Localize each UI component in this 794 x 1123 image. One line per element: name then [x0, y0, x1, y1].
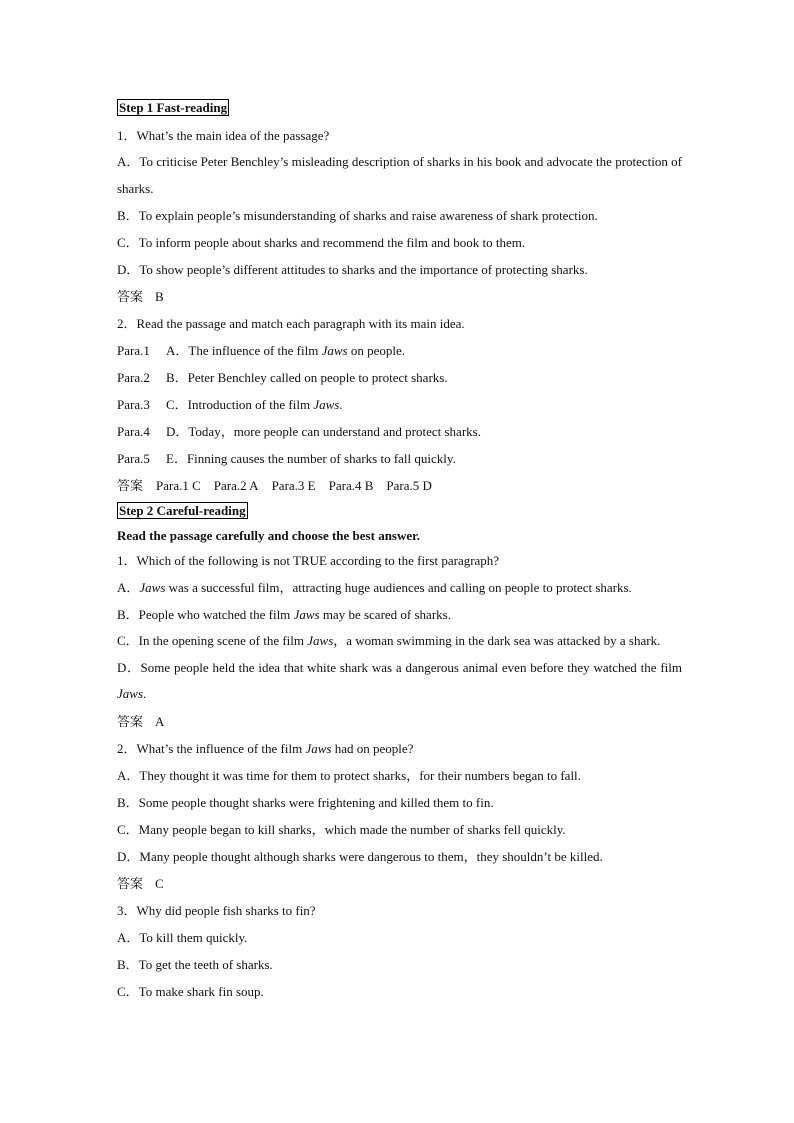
step1-q1-option-b: B．To explain people’s misunderstanding of sharks and raise awareness of shark protection.	[117, 208, 598, 223]
step2-instruction: Read the passage carefully and choose the best answer.	[117, 528, 420, 543]
para-tag: Para.1	[117, 343, 150, 358]
step2-q3-option-b: B．To get the teeth of sharks.	[117, 956, 273, 972]
step2-q1-option-a	[117, 574, 682, 601]
stem-italic: Jaws	[305, 740, 332, 756]
match-item	[117, 337, 682, 364]
answer-value: Para.3 E	[271, 478, 316, 493]
step2-q3-option-c: C．To make shark fin soup.	[117, 983, 264, 999]
stem-text: 2．What’s the influence of the film	[117, 740, 306, 756]
answer-value: Para.2 A	[213, 478, 259, 493]
para-tag: Para.5	[117, 451, 150, 466]
step2-q1-option-d	[117, 655, 682, 708]
step2-q2-option-b: B．Some people thought sharks were frightening and killed them to fin.	[117, 794, 494, 810]
match-text: The influence of the film	[188, 343, 322, 358]
para-tag: Para.2	[117, 370, 150, 385]
step2-q2-option-a: A．They thought it was time for them to protect sharks，for their numbers began to fall.	[117, 767, 581, 783]
answer-value: Para.1 C	[156, 478, 201, 493]
step2-q2-option-c: C．Many people began to kill sharks，which made the number of sharks fell quickly.	[117, 821, 566, 837]
answer-label: 答案	[117, 289, 144, 304]
step1-q1-option-c: C．To inform people about sharks and recommend the film and book to them.	[117, 235, 526, 250]
para-tag: Para.3	[117, 397, 150, 412]
match-text: Peter Benchley called on people to protect sharks.	[187, 370, 448, 385]
step2-q2-stem	[117, 735, 682, 762]
match-italic: Jaws	[313, 397, 340, 412]
step2-q3-stem: 3．Why did people fish sharks to fin?	[117, 902, 316, 918]
option-text: was a successful film，attracting huge audiences and calling on people to protect sharks.	[165, 580, 632, 595]
answer-value: A	[155, 713, 165, 729]
step1-q1-stem: 1．What’s the main idea of the passage?	[117, 128, 330, 143]
step2-heading-row	[117, 499, 682, 525]
step2-heading: Step 2 Careful-reading	[119, 503, 246, 518]
option-text: B．People who watched the film	[117, 607, 294, 622]
match-item	[117, 391, 682, 418]
para-tag: Para.4	[117, 424, 150, 439]
option-text-end: ，a woman swimming in the dark sea was attacked by a shark.	[333, 633, 661, 648]
answer-value: B	[155, 289, 164, 304]
match-text: Today，more people can understand and protect sharks.	[188, 424, 481, 439]
step1-q1-answer	[117, 283, 682, 310]
step2-q1-stem: 1．Which of the following is not TRUE according to the first paragraph?	[117, 553, 500, 568]
answer-value: C	[155, 875, 164, 891]
stem-text-end: had on people?	[331, 740, 414, 756]
step1-q2-items	[117, 337, 682, 472]
document-page	[117, 96, 682, 1005]
step2-q3-option-a: A．To kill them quickly.	[117, 929, 248, 945]
match-text-end: .	[339, 397, 343, 412]
step2-q2-answer	[117, 870, 682, 897]
match-letter: D．	[166, 424, 189, 439]
option-letter: A．	[117, 580, 140, 595]
match-text: Finning causes the number of sharks to fall quickly.	[186, 451, 456, 466]
answer-label: 答案	[117, 875, 144, 891]
answer-label: 答案	[117, 713, 144, 729]
match-italic: Jaws	[321, 343, 348, 358]
step1-q2-answer	[117, 472, 682, 499]
answer-value: Para.4 B	[328, 478, 374, 493]
step1-heading: Step 1 Fast-reading	[119, 100, 228, 115]
match-text: Introduction of the film	[187, 397, 314, 412]
option-text: C．In the opening scene of the film	[117, 633, 308, 648]
option-italic: Jaws	[117, 686, 143, 701]
option-text-end: .	[143, 686, 147, 701]
step2-q1-option-b	[117, 601, 682, 628]
option-italic: Jaws	[139, 580, 166, 595]
option-text: D．Some people held the idea that white shark was a dangerous animal even before they watched the film	[117, 659, 682, 675]
match-item	[117, 364, 682, 391]
match-letter: A．	[166, 343, 189, 358]
step2-q2-option-d: D．Many people thought although sharks were dangerous to them，they shouldn’t be killed.	[117, 848, 603, 864]
step1-q1-option-d: D．To show people’s different attitudes to sharks and the importance of protecting sharks.	[117, 262, 588, 277]
match-letter: E．	[166, 451, 187, 466]
option-italic: Jaws	[307, 633, 334, 648]
option-italic: Jaws	[293, 607, 320, 622]
answer-value: Para.5 D	[386, 478, 432, 493]
match-letter: B．	[166, 370, 188, 385]
step1-heading-row	[117, 96, 682, 122]
match-text-end: on people.	[347, 343, 405, 358]
step1-q1-option-a: A．To criticise Peter Benchley’s misleading description of sharks in his book and advocate the protection of sharks.	[117, 154, 682, 196]
match-item	[117, 445, 682, 472]
match-item	[117, 418, 682, 445]
match-letter: C．	[166, 397, 188, 412]
step2-q1-option-c	[117, 628, 682, 655]
step1-q2-stem: 2．Read the passage and match each paragraph with its main idea.	[117, 316, 465, 331]
option-text-end: may be scared of sharks.	[319, 607, 451, 622]
answer-label: 答案	[117, 478, 144, 493]
step2-q1-answer	[117, 708, 682, 735]
